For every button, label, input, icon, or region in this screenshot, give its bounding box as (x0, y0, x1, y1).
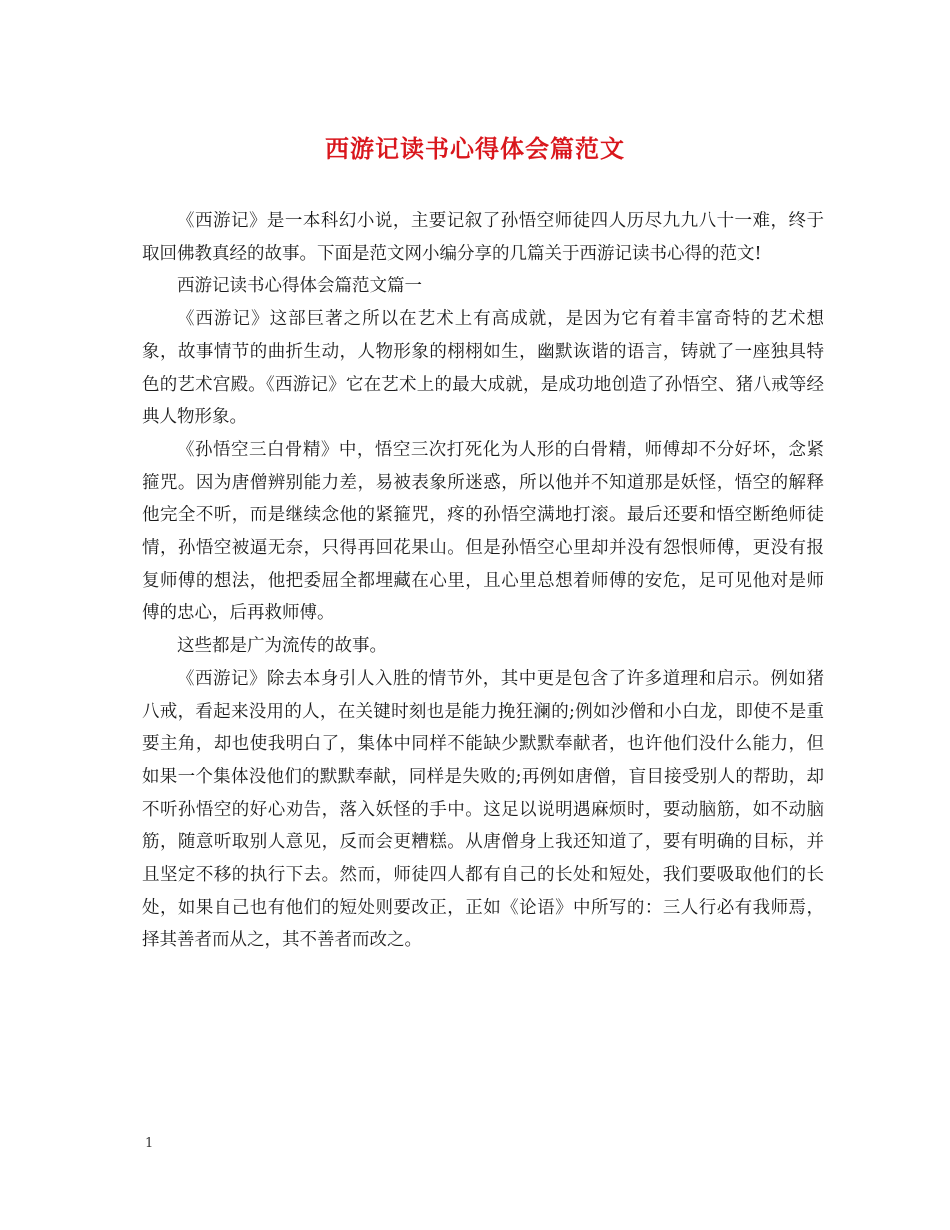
body-paragraph: 《西游记》这部巨著之所以在艺术上有高成就，是因为它有着丰富奇特的艺术想象，故事情节的曲折生动，人物形象的栩栩如生，幽默诙谐的语言，铸就了一座独具特色的艺术宫殿。《西游记》它在艺术上的最大成就，是成功地创造了孙悟空、猪八戒等经典人物形象。 (142, 309, 824, 428)
body-paragraph: 这些都是广为流传的故事。 (177, 636, 387, 657)
document-title: 西游记读书心得体会篇范文 (325, 134, 625, 163)
body-paragraph: 《孙悟空三白骨精》中，悟空三次打死化为人形的白骨精，师傅却不分好坏，念紧箍咒。因为唐僧辨别能力差，易被表象所迷惑，所以他并不知道那是妖怪，悟空的解释他完全不听，而是继续念他的紧箍咒，疼的孙悟空满地打滚。最后还要和悟空断绝师徒情，孙悟空被逼无奈，只得再回花果山。但是孙悟空心里却并没有怨恨师傅，更没有报复师傅的想法，他把委屈全都埋藏在心里，且心里总想着师傅的安危，足可见他对是师傅的忠心，后再救师傅。 (142, 439, 824, 624)
document-body (142, 205, 824, 957)
body-paragraph: 《西游记》除去本身引人入胜的情节外，其中更是包含了许多道理和启示。例如猪八戒，看起来没用的人，在关键时刻也是能力挽狂澜的;例如沙僧和小白龙，即使不是重要主角，却也使我明白了，集体中同样不能缺少默默奉献者，也许他们没什么能力，但如果一个集体没他们的默默奉献，同样是失败的;再例如唐僧，盲目接受别人的帮助，却不听孙悟空的好心劝告，落入妖怪的手中。这足以说明遇麻烦时，要动脑筋，如不动脑筋，随意听取别人意见，反而会更糟糕。从唐僧身上我还知道了，要有明确的目标，并且坚定不移的执行下去。然而，师徒四人都有自己的长处和短处，我们要吸取他们的长处，如果自己也有他们的短处则要改正，正如《论语》中所写的：三人行必有我师焉，择其善者而从之，其不善者而改之。 (142, 668, 824, 951)
intro-paragraph: 《西游记》是一本科幻小说，主要记叙了孙悟空师徒四人历尽九九八十一难，终于取回佛教真经的故事。下面是范文网小编分享的几篇关于西游记读书心得的范文! (142, 211, 824, 264)
page-number: 1 (145, 1136, 154, 1151)
section-heading: 西游记读书心得体会篇范文篇一 (177, 276, 422, 297)
